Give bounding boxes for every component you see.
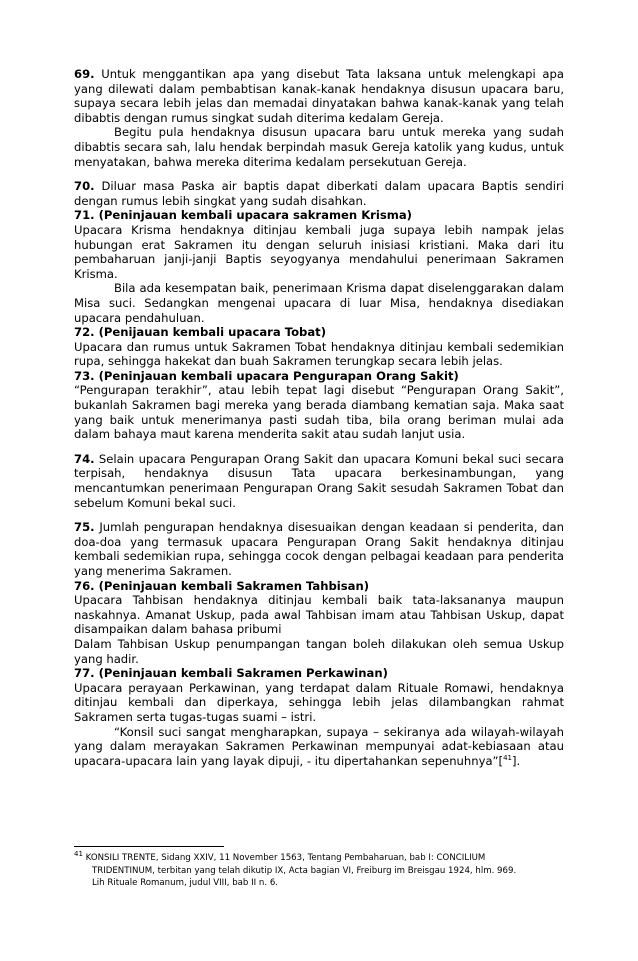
- paragraph-71: Upacara Krisma hendaknya ditinjau kembali juga supaya lebih nampak jelas hubungan erat Sakramen itu dengan seluruh inisiasi kristiani. Maka dari itu pembaharuan janji-janji Baptis seyogyanya mendahului penerimaan Sakramen Krisma.: [74, 222, 564, 281]
- paragraph-number: 75.: [74, 520, 95, 535]
- paragraph-76-continued: Dalam Tahbisan Uskup penumpangan tangan boleh dilakukan oleh semua Uskup yang hadir.: [74, 636, 564, 666]
- section-heading-72: 72. (Penijauan kembali upacara Tobat): [74, 325, 327, 340]
- paragraph-number: 70.: [74, 179, 95, 194]
- footnote-line-1: KONSILI TRENTE, Sidang XXIV, 11 November 1563, Tentang Pembaharuan, bab I: CONCILIUM: [85, 853, 486, 863]
- section-heading-77: 77. (Peninjauan kembali Sakramen Perkawinan): [74, 666, 388, 681]
- paragraph-69: [74, 67, 564, 125]
- paragraph-74: [74, 452, 564, 510]
- section-heading-73: 73. (Peninjauan kembali upacara Pengurapan Orang Sakit): [74, 368, 459, 383]
- paragraph-73: “Pengurapan terakhir”, atau lebih tepat lagi disebut “Pengurapan Orang Sakit”, bukanlah Sakramen bagi mereka yang berada diambang kematian saja. Maka saat yang baik untuk menerimanya pasti sudah tiba, bila orang beriman mulai ada dalam bahaya maut karena menderita sakit atau sudah lanjut usia.: [74, 383, 564, 442]
- footnote-reference[interactable]: 41: [503, 753, 513, 762]
- footnote-mark: 41: [74, 850, 83, 859]
- paragraph-69-continued: Begitu pula hendaknya disusun upacara baru untuk mereka yang sudah dibabtis secara sah, lalu hendak berpindah masuk Gereja katolik yang kudus, untuk menyatakan, bahwa mereka diterima kedalam persekutuan Gereja.: [74, 125, 564, 169]
- paragraph-75: [74, 520, 564, 578]
- footnote-line-3: Lih Rituale Romanum, judul VIII, bab II n. 6.: [92, 878, 279, 889]
- paragraph-70: [74, 179, 564, 208]
- section-heading-76: 76. (Peninjauan kembali Sakramen Tahbisan): [74, 578, 370, 593]
- paragraph-text: Jumlah pengurapan hendaknya disesuaikan dengan keadaan si penderita, dan doa-doa yang termasuk upacara Pengurapan Orang Sakit hendaknya ditinjau kembali sedemikian rupa, sehingga cocok dengan pelbagai keadaan para penderita yang menerima Sakramen.: [74, 520, 564, 578]
- paragraph-77: Upacara perayaan Perkawinan, yang terdapat dalam Rituale Romawi, hendaknya ditinjau kembali dan diperkaya, sehingga lebih jelas dilambangkan rahmat Sakramen serta tugas-tugas suami – istri.: [74, 680, 564, 724]
- footnote-divider: [74, 846, 224, 847]
- paragraph-text: Diluar masa Paska air baptis dapat diberkati dalam upacara Baptis sendiri dengan rumus lebih singkat yang sudah disahkan.: [74, 179, 564, 208]
- paragraph-number: 74.: [74, 451, 95, 466]
- paragraph-text: Untuk menggantikan apa yang disebut Tata laksana untuk melengkapi apa yang dilewati dalam pembabtisan kanak-kanak hendaknya disusun upacara baru, supaya secara lebih jelas dan memadai dinyatakan bahwa kanak-kanak yang telah dibabtis dengan rumus singkat sudah diterima kedalam Gereja.: [74, 67, 564, 125]
- footnote-line-2: TRIDENTINUM, terbitan yang telah dikutip IX, Acta bagian VI, Freiburg im Breisgau 1924, hlm. 969.: [92, 865, 517, 876]
- paragraph-number: 69.: [74, 67, 95, 81]
- paragraph-77-continued: [74, 725, 564, 769]
- document-body: [74, 67, 564, 768]
- footnote-41: [74, 852, 564, 890]
- section-heading-71: 71. (Peninjauan kembali upacara sakramen Krisma): [74, 208, 412, 223]
- quote-end: ].: [512, 753, 521, 768]
- paragraph-71-continued: Bila ada kesempatan baik, penerimaan Krisma dapat diselenggarakan dalam Misa suci. Sedangkan mengenai upacara di luar Misa, hendaknya disediakan upacara pendahuluan.: [74, 281, 564, 325]
- paragraph-72: Upacara dan rumus untuk Sakramen Tobat hendaknya ditinjau kembali sedemikian rupa, sehingga hakekat dan buah Sakramen terungkap secara lebih jelas.: [74, 339, 564, 369]
- paragraph-text: Selain upacara Pengurapan Orang Sakit dan upacara Komuni bekal suci secara terpisah, hendaknya disusun Tata upacara berkesinambungan, yang mencantumkan penerimaan Pengurapan Orang Sakit sesudah Sakramen Tobat dan sebelum Komuni bekal suci.: [74, 451, 565, 510]
- paragraph-76: Upacara Tahbisan hendaknya ditinjau kembali baik tata-laksananya maupun naskahnya. Amanat Uskup, pada awal Tahbisan imam atau Tahbisan Uskup, dapat disampaikan dalam bahasa pribumi: [74, 593, 564, 637]
- quote-text: “Konsil suci sangat mengharapkan, supaya – sekiranya ada wilayah-wilayah yang dalam merayakan Sakramen Perkawinan mempunyai adat-kebiasaan atau upacara-upacara lain yang layak dipuji, - itu dipertahankan sepenuhnya”[: [74, 724, 564, 768]
